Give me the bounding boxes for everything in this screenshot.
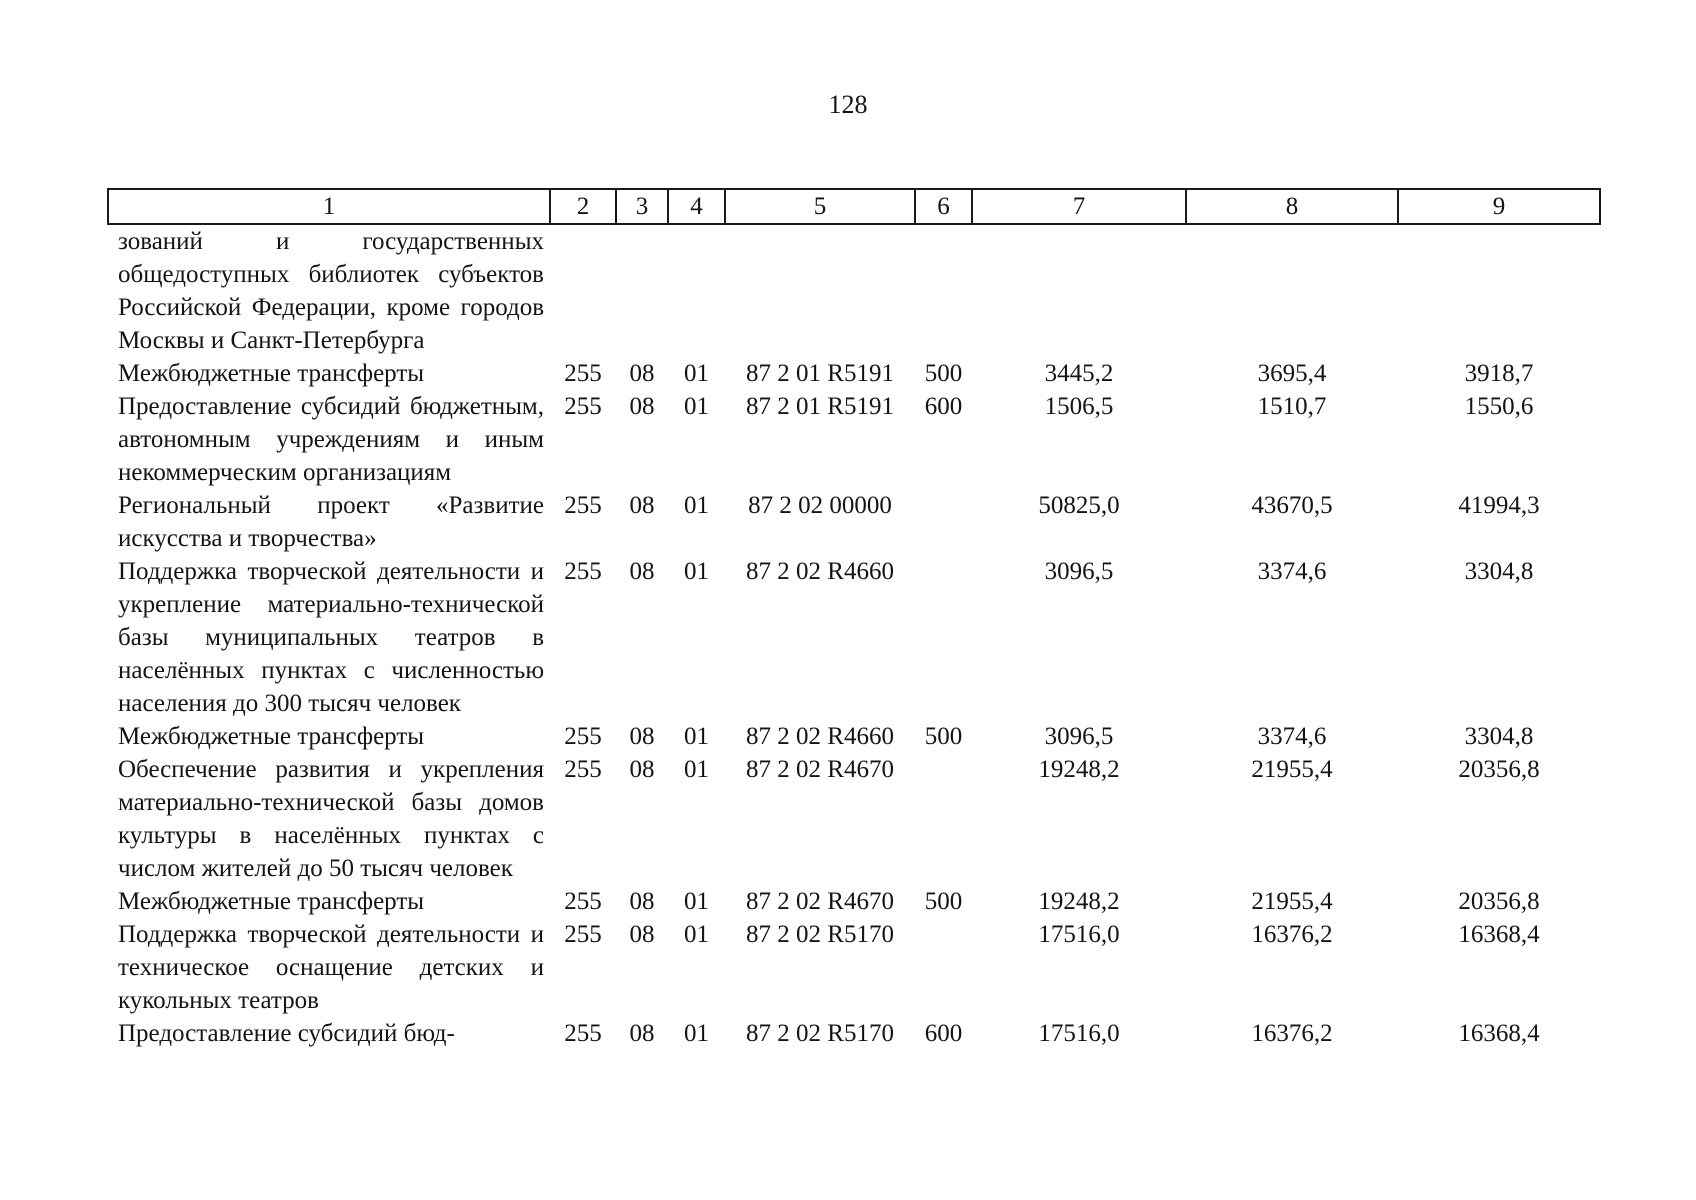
row-name: Поддержка творческой деятельности и укрепление материально-технической базы муниципальных театров в населённых пунктах с численностью населения до 300 тысяч человек [118,558,544,717]
row-amount-year1: 3096,5 [1044,723,1114,750]
row-section [616,224,668,357]
row-amount-year2: 3695,4 [1257,360,1327,387]
row-section: 08 [629,558,655,585]
row-amount-year3 [1398,224,1600,357]
row-subsection: 01 [684,1020,709,1047]
row-admin-code: 255 [564,723,602,750]
table-row [108,885,1600,918]
row-amount-year2: 43670,5 [1251,492,1333,519]
table-row [108,224,1600,357]
row-admin-code: 255 [564,558,602,585]
row-expense-type: 500 [924,888,963,915]
table-row [108,753,1600,885]
row-amount-year1: 19248,2 [1038,756,1120,783]
row-amount-year1: 19248,2 [1038,888,1120,915]
header-col-5: 5 [725,189,915,224]
row-subsection [668,224,725,357]
row-expense-type: 500 [924,723,963,750]
table-body [108,224,1600,1050]
row-amount-year3: 16368,4 [1458,1020,1540,1047]
row-admin-code: 255 [564,492,602,519]
table-row [108,720,1600,753]
row-name: Обеспечение развития и укрепления материально-технической базы домов культуры в населённых пунктах с числом жителей до 50 тысяч человек [118,756,544,882]
header-col-1: 1 [108,189,550,224]
row-target-article [725,224,915,357]
row-amount-year2: 1510,7 [1257,393,1327,420]
row-name: Предоставление субсидий бюджетным, автономным учреждениям и иным некоммерческим организациям [118,393,544,486]
row-amount-year2: 16376,2 [1251,1020,1333,1047]
row-target-article: 87 2 02 00000 [748,492,892,519]
budget-table [107,188,1601,1050]
row-amount-year1: 3096,5 [1044,558,1114,585]
row-amount-year3: 16368,4 [1458,921,1540,948]
table-row [108,918,1600,1017]
row-section: 08 [629,1020,655,1047]
row-expense-type [915,489,972,555]
row-admin-code [550,224,616,357]
row-target-article: 87 2 02 R5170 [746,1020,894,1047]
row-name: Межбюджетные трансферты [118,360,425,387]
row-subsection: 01 [684,888,709,915]
row-expense-type [915,224,972,357]
row-amount-year3: 20356,8 [1458,756,1540,783]
header-col-6: 6 [915,189,972,224]
row-section: 08 [629,393,655,420]
table-row [108,390,1600,489]
row-target-article: 87 2 02 R5170 [746,921,894,948]
header-row [108,189,1600,224]
row-amount-year1: 50825,0 [1038,492,1120,519]
row-expense-type: 600 [924,393,963,420]
row-section: 08 [629,492,655,519]
row-amount-year2: 3374,6 [1257,723,1327,750]
header-col-9: 9 [1398,189,1600,224]
row-section: 08 [629,888,655,915]
table-row [108,489,1600,555]
row-name: Межбюджетные трансферты [118,723,425,750]
row-name: зований и государственных общедоступных библиотек субъектов Российской Федерации, кроме городов Москвы и Санкт-Петербурга [118,228,544,354]
row-subsection: 01 [684,360,709,387]
row-admin-code: 255 [564,360,602,387]
table-row [108,555,1600,720]
row-target-article: 87 2 01 R5191 [746,360,894,387]
row-amount-year3: 1550,6 [1464,393,1534,420]
row-name: Межбюджетные трансферты [118,888,425,915]
row-admin-code: 255 [564,921,602,948]
row-subsection: 01 [684,723,709,750]
row-section: 08 [629,921,655,948]
row-target-article: 87 2 02 R4660 [746,723,894,750]
row-target-article: 87 2 01 R5191 [746,393,894,420]
row-expense-type: 600 [924,1020,963,1047]
row-subsection: 01 [684,492,709,519]
page-number: 128 [828,90,868,119]
row-subsection: 01 [684,558,709,585]
row-expense-type [915,753,972,885]
row-name: Поддержка творческой деятельности и техническое оснащение детских и кукольных театров [118,921,544,1014]
row-amount-year1: 3445,2 [1044,360,1114,387]
row-admin-code: 255 [564,393,602,420]
row-section: 08 [629,756,655,783]
row-amount-year3: 3304,8 [1464,558,1534,585]
row-target-article: 87 2 02 R4670 [746,756,894,783]
header-col-4: 4 [668,189,725,224]
table-row [108,357,1600,390]
row-amount-year3: 3918,7 [1464,360,1534,387]
row-section: 08 [629,360,655,387]
row-amount-year1 [972,224,1186,357]
row-name: Предоставление субсидий бюд- [118,1020,455,1047]
row-target-article: 87 2 02 R4670 [746,888,894,915]
row-expense-type [915,555,972,720]
row-admin-code: 255 [564,1020,602,1047]
header-col-8: 8 [1186,189,1398,224]
row-amount-year3: 3304,8 [1464,723,1534,750]
row-amount-year1: 17516,0 [1038,921,1120,948]
row-section: 08 [629,723,655,750]
header-col-7: 7 [972,189,1186,224]
row-amount-year2: 21955,4 [1251,888,1333,915]
header-col-3: 3 [616,189,668,224]
row-amount-year2 [1186,224,1398,357]
row-amount-year2: 16376,2 [1251,921,1333,948]
table-header [108,189,1600,224]
row-expense-type: 500 [924,360,963,387]
row-amount-year1: 1506,5 [1044,393,1114,420]
row-amount-year2: 21955,4 [1251,756,1333,783]
row-expense-type [915,918,972,1017]
row-name: Региональный проект «Развитие искусства и творчества» [118,492,544,552]
row-amount-year3: 20356,8 [1458,888,1540,915]
row-target-article: 87 2 02 R4660 [746,558,894,585]
row-admin-code: 255 [564,756,602,783]
header-col-2: 2 [550,189,616,224]
row-subsection: 01 [684,393,709,420]
row-amount-year3: 41994,3 [1458,492,1540,519]
row-amount-year2: 3374,6 [1257,558,1327,585]
row-admin-code: 255 [564,888,602,915]
row-subsection: 01 [684,921,709,948]
table-row [108,1017,1600,1050]
row-amount-year1: 17516,0 [1038,1020,1120,1047]
row-subsection: 01 [684,756,709,783]
